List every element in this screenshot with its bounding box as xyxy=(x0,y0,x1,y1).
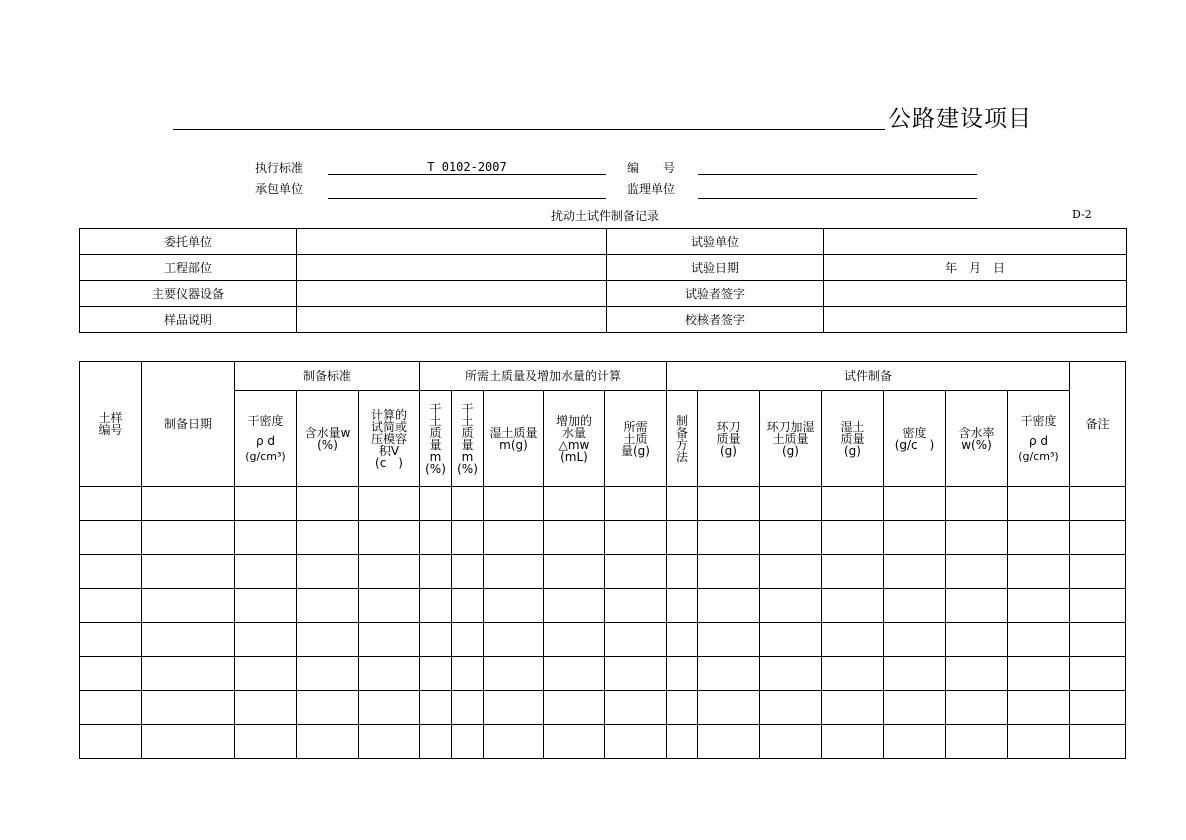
table-cell[interactable] xyxy=(822,657,884,691)
table-cell[interactable] xyxy=(142,487,235,521)
table-cell[interactable] xyxy=(760,691,822,725)
table-cell[interactable] xyxy=(1070,589,1126,623)
table-cell[interactable] xyxy=(946,555,1008,589)
table-cell[interactable] xyxy=(1070,691,1126,725)
table-cell[interactable] xyxy=(297,657,359,691)
table-cell[interactable] xyxy=(605,487,667,521)
checker-sign-field[interactable] xyxy=(824,307,1127,333)
col-required-mass: 所需 土质 量(g) xyxy=(605,391,667,487)
table-cell[interactable] xyxy=(698,555,760,589)
col-ring-mass: 环刀 质量 (g) xyxy=(698,391,760,487)
table-cell[interactable] xyxy=(544,487,605,521)
table-row xyxy=(80,487,1126,521)
col-dry-mass-1: 干 土 质 量 m (%) xyxy=(420,391,452,487)
table-cell[interactable] xyxy=(544,657,605,691)
table-cell[interactable] xyxy=(884,691,946,725)
table-cell[interactable] xyxy=(544,691,605,725)
col-prep-method: 制 备 方 法 xyxy=(667,391,698,487)
table-cell[interactable] xyxy=(1070,725,1126,759)
table-cell[interactable] xyxy=(297,725,359,759)
table-cell[interactable] xyxy=(1008,657,1070,691)
dry-density-2-symbol: ρ d xyxy=(1028,434,1049,448)
sample-desc-label: 样品说明 xyxy=(80,307,297,333)
col-ring-wet-mass: 环刀加湿 土质量 (g) xyxy=(760,391,822,487)
dry-density-label: 干密度 xyxy=(247,414,284,428)
table-cell[interactable] xyxy=(452,691,484,725)
group-mass-calc: 所需土质量及增加水量的计算 xyxy=(420,362,667,391)
table-cell[interactable] xyxy=(142,589,235,623)
table-cell[interactable] xyxy=(235,555,297,589)
table-cell[interactable] xyxy=(1008,521,1070,555)
table-cell[interactable] xyxy=(452,725,484,759)
table-row xyxy=(80,623,1126,657)
table-cell[interactable] xyxy=(760,589,822,623)
equipment-label: 主要仪器设备 xyxy=(80,281,297,307)
project-part-field[interactable] xyxy=(297,255,607,281)
col-volume: 计算的 试简或 压模容 积V (c ) xyxy=(359,391,420,487)
table-cell[interactable] xyxy=(80,691,142,725)
col-moisture-rate: 含水率 w(%) xyxy=(946,391,1008,487)
table-cell[interactable] xyxy=(544,555,605,589)
tester-sign-label: 试验者签字 xyxy=(607,281,824,307)
table-cell[interactable] xyxy=(484,487,544,521)
table-cell[interactable] xyxy=(452,487,484,521)
sample-desc-field[interactable] xyxy=(297,307,607,333)
table-cell[interactable] xyxy=(667,725,698,759)
table-cell[interactable] xyxy=(359,725,420,759)
table-cell[interactable] xyxy=(235,589,297,623)
table-cell[interactable] xyxy=(667,555,698,589)
table-cell[interactable] xyxy=(235,725,297,759)
table-cell[interactable] xyxy=(698,623,760,657)
table-cell[interactable] xyxy=(142,555,235,589)
table-cell[interactable] xyxy=(667,691,698,725)
table-cell[interactable] xyxy=(80,487,142,521)
table-cell[interactable] xyxy=(667,589,698,623)
table-cell[interactable] xyxy=(420,555,452,589)
table-cell[interactable] xyxy=(420,589,452,623)
table-cell[interactable] xyxy=(946,521,1008,555)
table-cell[interactable] xyxy=(420,623,452,657)
table-cell[interactable] xyxy=(822,691,884,725)
table-cell[interactable] xyxy=(822,725,884,759)
table-cell[interactable] xyxy=(142,725,235,759)
table-cell[interactable] xyxy=(484,725,544,759)
table-row xyxy=(80,521,1126,555)
table-cell[interactable] xyxy=(297,555,359,589)
standard-value[interactable]: T 0102-2007 xyxy=(427,160,507,174)
table-cell[interactable] xyxy=(698,657,760,691)
table-cell[interactable] xyxy=(1070,555,1126,589)
info-table xyxy=(79,228,1127,333)
table-cell[interactable] xyxy=(884,521,946,555)
table-cell[interactable] xyxy=(605,521,667,555)
table-cell[interactable] xyxy=(760,487,822,521)
table-cell[interactable] xyxy=(884,487,946,521)
table-cell[interactable] xyxy=(884,725,946,759)
project-title-underline xyxy=(173,129,885,130)
table-cell[interactable] xyxy=(822,487,884,521)
table-cell[interactable] xyxy=(297,691,359,725)
table-cell[interactable] xyxy=(1008,555,1070,589)
table-cell[interactable] xyxy=(80,657,142,691)
table-cell[interactable] xyxy=(235,487,297,521)
table-row xyxy=(80,691,1126,725)
col-dry-density-2 xyxy=(1008,391,1070,487)
table-cell[interactable] xyxy=(605,691,667,725)
table-cell[interactable] xyxy=(484,657,544,691)
table-cell[interactable] xyxy=(698,691,760,725)
table-cell[interactable] xyxy=(297,487,359,521)
table-cell[interactable] xyxy=(235,623,297,657)
table-cell[interactable] xyxy=(605,589,667,623)
dry-density-2-unit: (g/cm³) xyxy=(1018,450,1059,463)
project-title: 公路建设项目 xyxy=(888,106,1032,132)
table-cell[interactable] xyxy=(420,725,452,759)
table-cell[interactable] xyxy=(452,521,484,555)
table-cell[interactable] xyxy=(822,521,884,555)
group-prep-standard: 制备标准 xyxy=(235,362,420,391)
table-cell[interactable] xyxy=(1008,589,1070,623)
table-cell[interactable] xyxy=(822,589,884,623)
table-cell[interactable] xyxy=(1070,623,1126,657)
table-cell[interactable] xyxy=(359,589,420,623)
table-cell[interactable] xyxy=(235,691,297,725)
table-cell[interactable] xyxy=(544,589,605,623)
table-cell[interactable] xyxy=(667,521,698,555)
test-unit-label: 试验单位 xyxy=(607,229,824,255)
table-cell[interactable] xyxy=(80,521,142,555)
table-cell[interactable] xyxy=(1070,487,1126,521)
table-cell[interactable] xyxy=(884,555,946,589)
table-cell[interactable] xyxy=(297,589,359,623)
table-cell[interactable] xyxy=(297,623,359,657)
dry-density-unit: (g/cm³) xyxy=(245,450,286,463)
test-date-label: 试验日期 xyxy=(607,255,824,281)
table-cell[interactable] xyxy=(760,657,822,691)
form-code: D-2 xyxy=(1072,208,1092,221)
col-density: 密度 (g/c ) xyxy=(884,391,946,487)
contractor-field[interactable] xyxy=(328,198,606,199)
dry-density-2-label: 干密度 xyxy=(1020,414,1057,428)
table-cell[interactable] xyxy=(235,521,297,555)
table-cell[interactable] xyxy=(420,657,452,691)
table-cell[interactable] xyxy=(484,521,544,555)
table-cell[interactable] xyxy=(1070,521,1126,555)
col-wet-mass: 湿土质量 m(g) xyxy=(484,391,544,487)
table-cell[interactable] xyxy=(484,589,544,623)
table-cell[interactable] xyxy=(822,555,884,589)
table-cell[interactable] xyxy=(544,521,605,555)
table-cell[interactable] xyxy=(605,725,667,759)
standard-underline xyxy=(328,174,606,175)
table-cell[interactable] xyxy=(605,657,667,691)
tester-sign-field[interactable] xyxy=(824,281,1127,307)
col-remarks: 备注 xyxy=(1070,362,1126,487)
table-cell[interactable] xyxy=(359,555,420,589)
table-cell[interactable] xyxy=(1008,725,1070,759)
table-cell[interactable] xyxy=(80,623,142,657)
table-cell[interactable] xyxy=(698,725,760,759)
table-cell[interactable] xyxy=(420,487,452,521)
table-cell[interactable] xyxy=(420,521,452,555)
table-cell[interactable] xyxy=(359,657,420,691)
supervisor-label: 监理单位 xyxy=(627,182,676,196)
table-cell[interactable] xyxy=(946,589,1008,623)
table-cell[interactable] xyxy=(946,725,1008,759)
table-cell[interactable] xyxy=(946,623,1008,657)
table-cell[interactable] xyxy=(544,623,605,657)
col-wet-soil-mass: 湿土 质量 (g) xyxy=(822,391,884,487)
table-cell[interactable] xyxy=(1008,487,1070,521)
specimen-table xyxy=(79,361,1126,759)
table-cell[interactable] xyxy=(544,725,605,759)
contractor-label: 承包单位 xyxy=(255,182,304,196)
table-cell[interactable] xyxy=(1008,623,1070,657)
table-cell[interactable] xyxy=(452,657,484,691)
table-cell[interactable] xyxy=(142,691,235,725)
table-row xyxy=(80,589,1126,623)
table-cell[interactable] xyxy=(946,487,1008,521)
number-label: 编 号 xyxy=(627,161,676,175)
table-cell[interactable] xyxy=(884,623,946,657)
table-cell[interactable] xyxy=(359,623,420,657)
group-specimen-prep: 试件制备 xyxy=(667,362,1070,391)
client-label: 委托单位 xyxy=(80,229,297,255)
table-cell[interactable] xyxy=(484,691,544,725)
table-cell[interactable] xyxy=(884,589,946,623)
table-cell[interactable] xyxy=(667,623,698,657)
table-cell[interactable] xyxy=(884,657,946,691)
col-dry-density xyxy=(235,391,297,487)
table-cell[interactable] xyxy=(452,589,484,623)
table-cell[interactable] xyxy=(359,691,420,725)
table-cell[interactable] xyxy=(359,521,420,555)
table-cell[interactable] xyxy=(80,725,142,759)
table-cell[interactable] xyxy=(484,555,544,589)
table-cell[interactable] xyxy=(142,623,235,657)
table-cell[interactable] xyxy=(297,521,359,555)
table-cell[interactable] xyxy=(760,555,822,589)
table-cell[interactable] xyxy=(359,487,420,521)
dry-density-symbol: ρ d xyxy=(255,434,276,448)
table-row xyxy=(80,657,1126,691)
table-cell[interactable] xyxy=(452,555,484,589)
table-cell[interactable] xyxy=(484,623,544,657)
table-cell[interactable] xyxy=(605,555,667,589)
table-cell[interactable] xyxy=(698,589,760,623)
col-added-water: 增加的 水量 △mw (mL) xyxy=(544,391,605,487)
table-cell[interactable] xyxy=(1008,691,1070,725)
col-prep-date: 制备日期 xyxy=(142,362,235,487)
table-cell[interactable] xyxy=(80,555,142,589)
table-cell[interactable] xyxy=(80,589,142,623)
table-cell[interactable] xyxy=(946,657,1008,691)
table-cell[interactable] xyxy=(698,487,760,521)
table-cell[interactable] xyxy=(760,623,822,657)
table-cell[interactable] xyxy=(1070,657,1126,691)
table-cell[interactable] xyxy=(946,691,1008,725)
table-cell[interactable] xyxy=(667,487,698,521)
number-field[interactable] xyxy=(698,174,977,175)
table-cell[interactable] xyxy=(605,623,667,657)
table-cell[interactable] xyxy=(760,521,822,555)
test-unit-field[interactable] xyxy=(824,229,1127,255)
checker-sign-label: 校核者签字 xyxy=(607,307,824,333)
table-cell[interactable] xyxy=(420,691,452,725)
table-cell[interactable] xyxy=(142,521,235,555)
table-cell[interactable] xyxy=(822,623,884,657)
supervisor-field[interactable] xyxy=(698,198,977,199)
test-date-field[interactable]: 年 月 日 xyxy=(824,255,1127,281)
table-row xyxy=(80,725,1126,759)
table-cell[interactable] xyxy=(667,657,698,691)
record-title: 扰动土试件制备记录 xyxy=(550,209,659,223)
table-cell[interactable] xyxy=(235,657,297,691)
equipment-field[interactable] xyxy=(297,281,607,307)
table-row xyxy=(80,555,1126,589)
col-moisture: 含水量w (%) xyxy=(297,391,359,487)
col-dry-mass-2: 干 土 质 量 m (%) xyxy=(452,391,484,487)
client-field[interactable] xyxy=(297,229,607,255)
table-cell[interactable] xyxy=(698,521,760,555)
col-sample-no: 土样 编号 xyxy=(80,362,142,487)
table-cell[interactable] xyxy=(452,623,484,657)
table-cell[interactable] xyxy=(760,725,822,759)
table-cell[interactable] xyxy=(142,657,235,691)
standard-label: 执行标准 xyxy=(255,161,304,175)
project-part-label: 工程部位 xyxy=(80,255,297,281)
